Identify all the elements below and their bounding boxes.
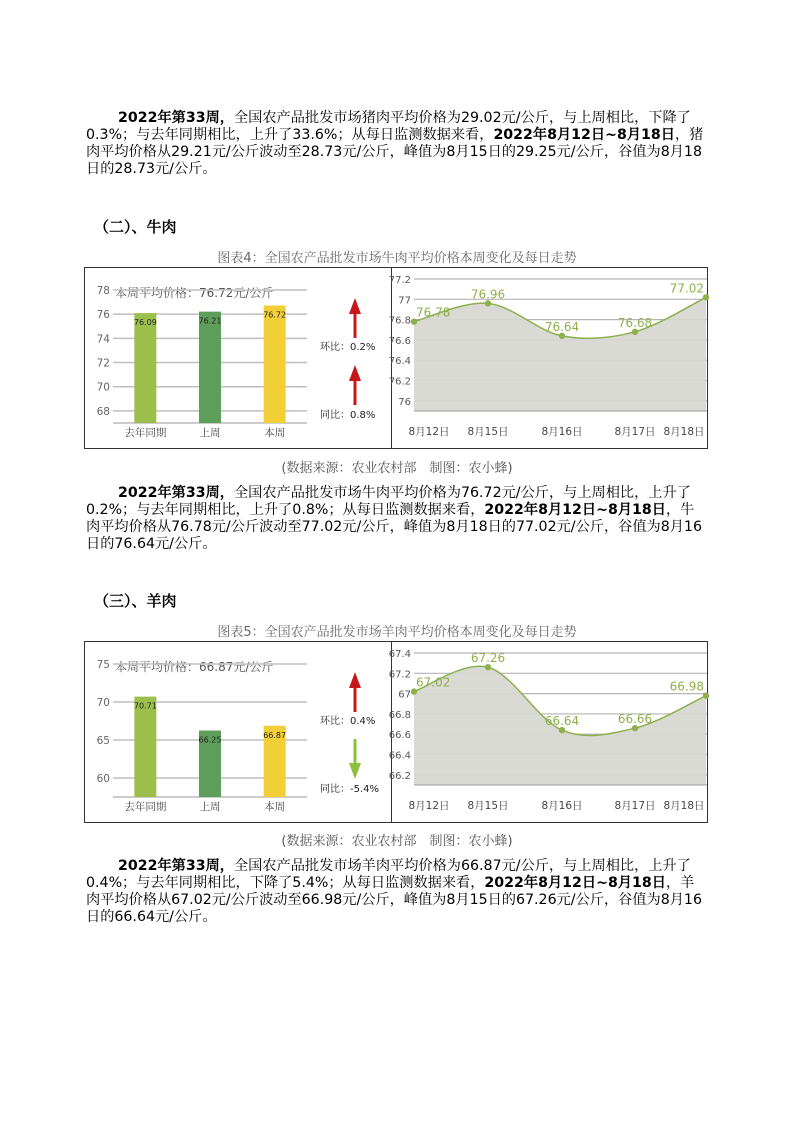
y-tick-label: 77 bbox=[398, 295, 411, 307]
data-value-label: 76.68 bbox=[617, 315, 653, 330]
y-tick-label: 76.8 bbox=[388, 315, 411, 327]
x-tick-label: 8月15日 bbox=[467, 426, 509, 438]
mutton-text-2: ，羊肉平均价格从67.02元/公斤波动至66.98元/公斤，峰值为8月15日的67.26元/公斤，谷值为8月16日的66.64元/公斤。 bbox=[86, 875, 702, 925]
data-value-label: 66.98 bbox=[669, 679, 704, 694]
bar-value-label: 66.87 bbox=[263, 730, 287, 740]
x-tick-label: 本周 bbox=[264, 801, 286, 813]
y-tick-label: 67.2 bbox=[388, 669, 411, 681]
beef-text-2: ，牛肉平均价格从76.78元/公斤波动至77.02元/公斤，峰值为8月18日的77.02元/公斤，谷值为8月16日的76.64元/公斤。 bbox=[86, 502, 702, 552]
bar bbox=[134, 313, 156, 423]
pork-text-2: ，猪肉平均价格从29.21元/公斤波动至28.73元/公斤，峰值为8月15日的29.25元/公斤，谷值为8月18日的28.73元/公斤。 bbox=[86, 127, 704, 177]
y-tick-label: 67 bbox=[398, 689, 411, 701]
mutton-date-range: 2022年8月12日~8月18日 bbox=[484, 875, 666, 891]
y-tick-label: 72 bbox=[96, 357, 110, 370]
mutton-week: 2022年第33周， bbox=[118, 858, 234, 874]
x-tick-label: 去年同期 bbox=[124, 427, 167, 439]
weekly-average-label: 本周平均价格：66.87元/公斤 bbox=[115, 660, 274, 674]
data-value-label: 76.96 bbox=[470, 287, 506, 302]
beef-date-range: 2022年8月12日~8月18日 bbox=[484, 502, 666, 518]
mutton-paragraph bbox=[86, 858, 708, 926]
x-tick-label: 去年同期 bbox=[124, 801, 167, 813]
data-value-label: 66.66 bbox=[617, 712, 653, 727]
mutton-source: (数据来源：农业农村部 制图：农小蜂) bbox=[281, 834, 513, 849]
y-tick-label: 74 bbox=[96, 333, 110, 346]
y-tick-label: 68 bbox=[96, 405, 110, 418]
x-tick-label: 8月16日 bbox=[541, 426, 583, 438]
weekly-average-label: 本周平均价格：76.72元/公斤 bbox=[115, 286, 274, 300]
change-annotation: 环比：0.2% bbox=[320, 342, 376, 353]
data-value-label: 76.64 bbox=[544, 319, 580, 334]
x-tick-label: 8月17日 bbox=[614, 800, 656, 812]
change-annotation: 同比：0.8% bbox=[320, 410, 376, 421]
x-tick-label: 8月18日 bbox=[663, 426, 705, 438]
mutton-text-1: 全国农产品批发市场羊肉平均价格为66.87元/公斤，与上周相比，上升了0.4%；与去年同期相比，下降了5.4%；从每日监测数据来看， bbox=[86, 858, 691, 891]
bar bbox=[134, 697, 156, 797]
y-tick-label: 66.8 bbox=[388, 709, 411, 721]
x-tick-label: 上周 bbox=[199, 427, 221, 439]
y-tick-label: 67.4 bbox=[388, 649, 411, 660]
x-tick-label: 上周 bbox=[199, 801, 221, 813]
pork-paragraph bbox=[86, 110, 708, 178]
y-tick-label: 66.6 bbox=[388, 730, 411, 742]
mutton-figure-title: 图表5：全国农产品批发市场羊肉平均价格本周变化及每日走势 bbox=[217, 625, 577, 640]
bar-value-label: 70.71 bbox=[133, 701, 157, 711]
change-annotation: 同比：-5.4% bbox=[320, 784, 380, 795]
y-tick-label: 76.4 bbox=[388, 356, 411, 368]
bar-value-label: 76.21 bbox=[198, 316, 222, 326]
change-annotation: 环比：0.4% bbox=[320, 716, 376, 727]
beef-paragraph bbox=[86, 485, 708, 553]
mutton-bar-chart bbox=[85, 642, 391, 822]
y-tick-label: 76 bbox=[96, 309, 110, 322]
arrow-up-icon bbox=[349, 298, 361, 314]
x-tick-label: 8月16日 bbox=[541, 800, 583, 812]
bar bbox=[199, 312, 221, 423]
y-tick-label: 76 bbox=[398, 396, 411, 408]
pork-date-range: 2022年8月12日~8月18日 bbox=[493, 127, 675, 143]
arrow-up-icon bbox=[349, 365, 361, 381]
mutton-daily-chart bbox=[388, 642, 708, 822]
x-tick-label: 8月12日 bbox=[408, 800, 450, 812]
data-value-label: 66.64 bbox=[544, 714, 580, 729]
beef-figure bbox=[84, 267, 708, 449]
beef-figure-title: 图表4：全国农产品批发市场牛肉平均价格本周变化及每日走势 bbox=[217, 251, 577, 266]
x-tick-label: 8月12日 bbox=[408, 426, 450, 438]
bar-value-label: 76.72 bbox=[263, 310, 287, 320]
beef-week: 2022年第33周， bbox=[118, 485, 234, 501]
y-tick-label: 78 bbox=[96, 285, 110, 297]
pork-text-1: 全国农产品批发市场猪肉平均价格为29.02元/公斤，与上周相比，下降了0.3%；与去年同期相比，上升了33.6%；从每日监测数据来看， bbox=[86, 110, 691, 143]
data-value-label: 77.02 bbox=[669, 281, 704, 296]
arrow-up-icon bbox=[349, 672, 361, 688]
beef-text-1: 全国农产品批发市场牛肉平均价格为76.72元/公斤，与上周相比，上升了0.2%；与去年同期相比，上升了0.8%；从每日监测数据来看， bbox=[86, 485, 691, 518]
data-value-label: 67.02 bbox=[416, 675, 451, 690]
bar-value-label: 66.25 bbox=[198, 735, 222, 745]
y-tick-label: 70 bbox=[96, 697, 110, 709]
mutton-figure bbox=[84, 641, 708, 823]
mutton-heading: （三）、羊肉 bbox=[94, 592, 177, 610]
data-value-label: 76.78 bbox=[416, 305, 451, 320]
y-tick-label: 70 bbox=[96, 381, 110, 394]
beef-bar-chart bbox=[85, 268, 391, 448]
x-tick-label: 8月18日 bbox=[663, 800, 705, 812]
pork-week: 2022年第33周， bbox=[118, 110, 234, 126]
area-fill bbox=[414, 297, 706, 411]
data-value-label: 67.26 bbox=[470, 651, 506, 666]
y-tick-label: 76.2 bbox=[388, 376, 411, 388]
bar bbox=[264, 305, 286, 423]
bar-value-label: 76.09 bbox=[133, 318, 157, 328]
y-tick-label: 77.2 bbox=[388, 275, 411, 286]
beef-daily-chart bbox=[388, 268, 708, 448]
x-tick-label: 8月15日 bbox=[467, 800, 509, 812]
beef-heading: （二）、牛肉 bbox=[94, 218, 177, 236]
arrow-down-icon bbox=[349, 763, 361, 779]
y-tick-label: 66.2 bbox=[388, 770, 411, 782]
y-tick-label: 60 bbox=[96, 773, 110, 785]
x-tick-label: 8月17日 bbox=[614, 426, 656, 438]
beef-source: (数据来源：农业农村部 制图：农小蜂) bbox=[281, 461, 513, 476]
y-tick-label: 75 bbox=[96, 659, 110, 671]
y-tick-label: 65 bbox=[96, 735, 110, 747]
y-tick-label: 66.4 bbox=[388, 750, 411, 762]
y-tick-label: 76.6 bbox=[388, 335, 411, 347]
x-tick-label: 本周 bbox=[264, 427, 286, 439]
